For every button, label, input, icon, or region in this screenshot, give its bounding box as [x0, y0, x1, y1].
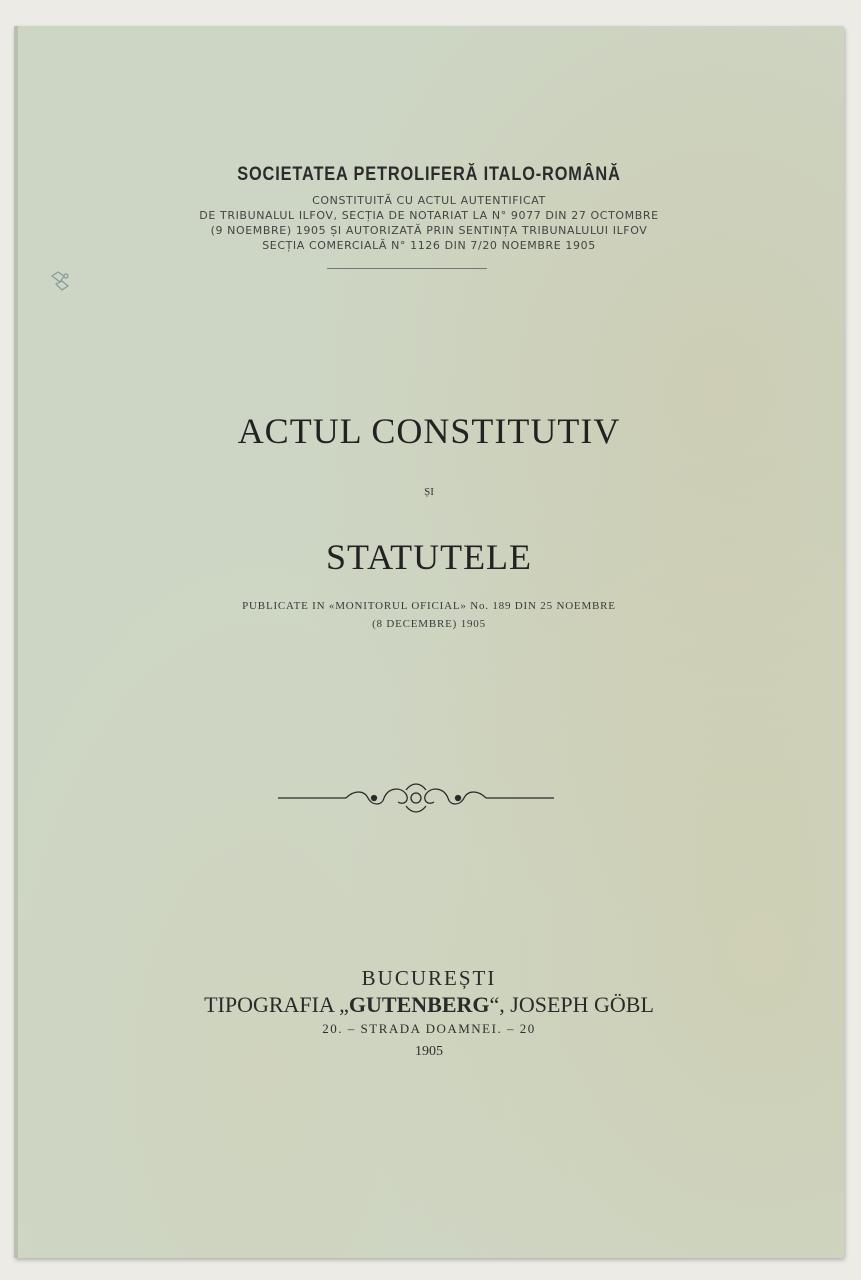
document-subtitle: STATUTELE	[325, 537, 533, 577]
publication-line-2: (8 DECEMBRE) 1905	[372, 618, 486, 630]
header-divider	[327, 268, 487, 269]
publication-line-1: PUBLICATE IN «MONITORUL OFICIAL» No. 189 DIN 25 NOEMBRE	[242, 600, 616, 612]
booklet-cover	[14, 26, 844, 1258]
imprint-address: 20. – STRADA DOAMNEI. – 20	[322, 1021, 536, 1036]
imprint-printer	[14, 992, 844, 1018]
stamp-mark	[44, 264, 78, 298]
registration-line-1: CONSTITUITĂ CU ACTUL AUTENTIFICAT	[312, 194, 546, 207]
registration-line-2: DE TRIBUNALUL ILFOV, SECȚIA DE NOTARIAT LA N° 9077 DIN 27 OCTOMBRE	[199, 209, 659, 222]
printer-suffix: “, JOSEPH GÖBL	[489, 992, 654, 1017]
printer-name: GUTENBERG	[348, 992, 490, 1017]
registration-line-3: (9 NOEMBRE) 1905 ȘI AUTORIZATĂ PRIN SENTINȚA TRIBUNALULUI ILFOV	[210, 224, 648, 237]
ornament-divider	[276, 778, 556, 818]
registration-line-4: SECȚIA COMERCIALĂ N° 1126 DIN 7/20 NOEMBRE 1905	[262, 239, 596, 252]
title-conjunction: ȘI	[424, 486, 434, 498]
company-name: SOCIETATEA PETROLIFERĂ ITALO-ROMÂNĂ	[237, 164, 621, 185]
imprint-year: 1905	[415, 1044, 443, 1059]
printer-prefix: TIPOGRAFIA „	[204, 992, 349, 1017]
imprint-city: BUCUREȘTI	[361, 966, 497, 990]
document-title: ACTUL CONSTITUTIV	[237, 411, 621, 451]
